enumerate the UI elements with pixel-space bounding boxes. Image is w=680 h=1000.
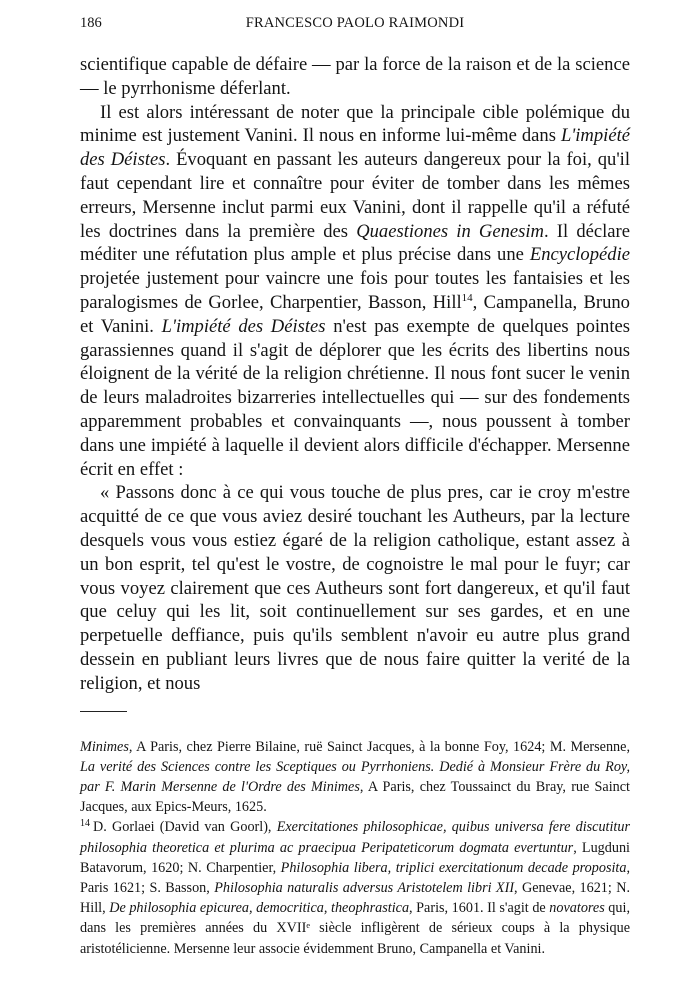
footnote-marker: 14: [80, 818, 90, 830]
italic-term: novatores: [549, 900, 605, 917]
text-span: , Campanella, Bruno et Vanini.: [80, 291, 630, 337]
book-title: De philosophia epicurea, democritica, theophrastica: [109, 900, 410, 917]
text-span: . Il déclare méditer une réfutation plus ample et plus précise dans une: [80, 220, 630, 266]
text-span: , A Paris, chez Pierre Bilaine, ruë Sainct Jacques, à la bonne Foy, 1624; M. Mersenne,: [128, 738, 630, 755]
italic-span: Minimes: [80, 738, 129, 755]
paragraph-continuation: scientifique capable de défaire — par la force de la raison et de la science — le pyrrhonisme déferlant.: [80, 54, 630, 99]
running-title: FRANCESCO PAOLO RAIMONDI: [245, 15, 465, 31]
text-span: Il est alors intéressant de noter que la principale cible polémique du minime est justement Vanini. Il nous en informe lui-même dans: [80, 101, 630, 147]
text-span: , Genevae, 1621; N. Hill,: [80, 879, 631, 917]
book-title: Philosophia libera, triplici exercitationum decade proposita: [280, 859, 627, 876]
text-span: qui, dans les premières années du XVIIᵉ siècle infligèrent de sérieux coups à la physique aristotélicienne. Mersenne leur associe évidemment Bruno, Campanella et Vanini.: [80, 900, 630, 957]
book-title: Exercitationes philosophicae, quibus universa fere discutitur philosophia theoretica et plurima ac praecipua Peripateticorum dogmata evertuntur: [80, 819, 630, 856]
text-span: n'est pas exempte de quelques pointes garassiennes quand il s'agit de déplorer que les écrits des libertins nous éloignent de la vérité de la religion chrétienne. Il nous font sucer le venin de leurs maladroites bizarreries intellectuelles qui — sur des fondements apparemment probables et convainquants —, nous poussent à tomber dans une impiété à laquelle il devient alors difficile d'échapper. Mersenne écrit en effet :: [80, 315, 630, 480]
footnotes: [80, 737, 630, 959]
running-head: [80, 12, 630, 34]
book-title: Philosophia naturalis adversus Aristotelem libri XII: [214, 879, 515, 896]
paragraph-vanini: [80, 101, 630, 482]
book-title: L'impiété des Déistes: [80, 125, 630, 171]
main-text: [80, 53, 630, 696]
footnote-divider: [80, 711, 127, 712]
book-title: Quaestiones in Genesim: [356, 220, 544, 242]
text-span: . Évoquant en passant les auteurs dangereux pour la foi, qu'il faut cependant lire et connaître pour éviter de tomber dans les mêmes erreurs, Mersenne inclut parmi eux Vanini, dont il rappelle qu'il a réfuté les doctrines dans la première des: [80, 149, 631, 242]
book-title: La verité des Sciences contre les Sceptiques ou Pyrrhoniens. Dedié à Monsieur Frère du Roy, par F. Marin Mersenne de l'Ordre des Minimes: [80, 758, 630, 795]
text-span: D. Gorlaei (David van Goorl),: [93, 819, 277, 836]
book-title: Encyclopédie: [529, 244, 630, 266]
page-number: 186: [80, 15, 102, 31]
text-span: , A Paris, chez Toussainct du Bray, rue Sainct Jacques, aux Epics-Meurs, 1625.: [80, 778, 630, 816]
book-title: L'impiété des Déistes: [161, 315, 326, 337]
footnote-continuation: [80, 737, 630, 818]
quotation: « Passons donc à ce qui vous touche de plus pres, car ie croy m'estre acquitté de ce que vous aviez desiré touchant les Autheurs, par la lecture desquels vous vous estiez égaré de la religion catholique, estant assez à un bon esprit, tel qu'est le vostre, de cognoistre le mal pour le fuyr; car vous voyez clairement que ces Autheurs sont fort dangereux, et qu'il faut que celuy qui les lit, soit continuellement sur ses gardes, et en une perpetuelle deffiance, puis qu'ils semblent n'avoir eu autre plus grand dessein en publiant leurs livres que de nous faire quitter la verité de la religion, et nous: [80, 482, 630, 694]
footnote-reference: 14: [461, 291, 473, 304]
text-span: projetée justement pour vaincre une fois pour toutes les fantaisies et les paralogismes de Gorlee, Charpentier, Basson, Hill: [80, 268, 630, 313]
footnote-14: [80, 817, 630, 958]
text-span: , Paris 1621; S. Basson,: [80, 859, 630, 896]
text-span: , Lugduni Batavorum, 1620; N. Charpentier,: [80, 839, 630, 876]
text-span: , Paris, 1601. Il s'agit de: [409, 900, 550, 917]
page: [80, 12, 630, 959]
